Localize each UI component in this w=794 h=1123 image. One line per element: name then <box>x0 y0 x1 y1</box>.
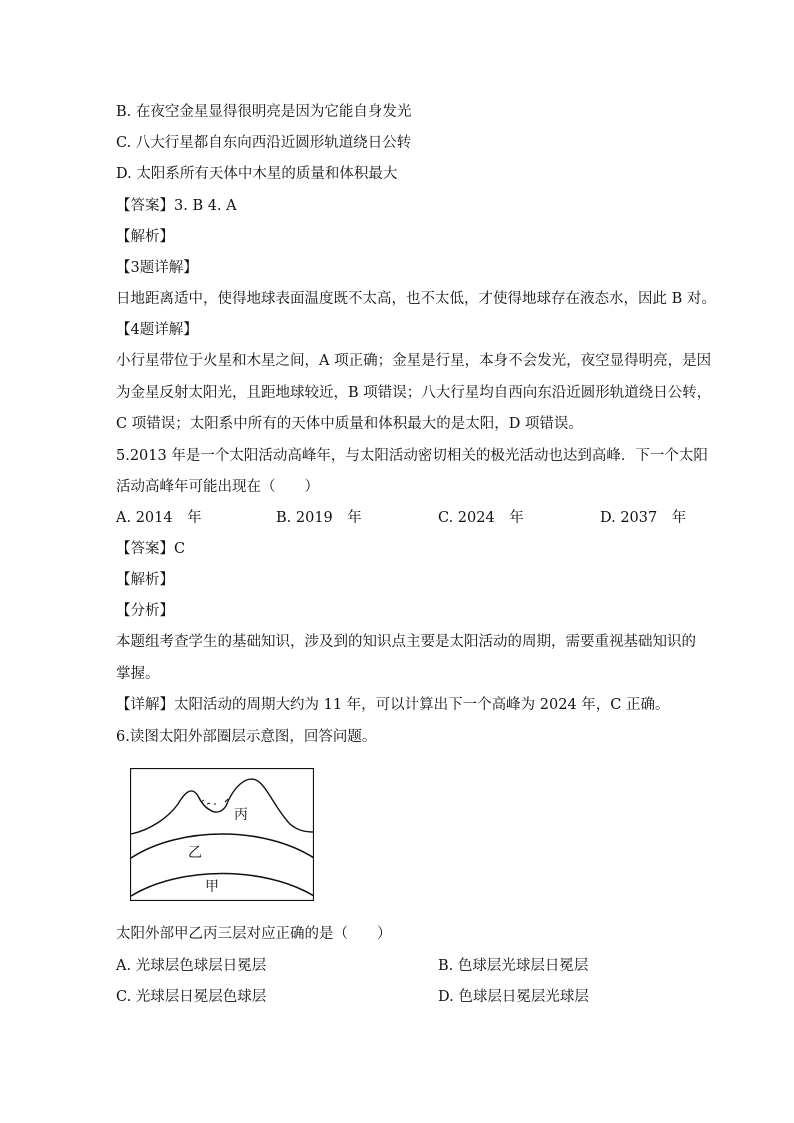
q4-detail-heading: 【4题详解】 <box>116 322 198 338</box>
q6-option-d: D. 色球层日冕层光球层 <box>438 989 589 1005</box>
q5-detail: 【详解】太阳活动的周期大约为 11 年，可以计算出下一个高峰为 2024 年，C 正确。 <box>116 697 670 713</box>
q5-answer: 【答案】C <box>116 541 186 557</box>
label-bing: 丙 <box>234 807 248 823</box>
q5-fenxi-line-1: 本题组考查学生的基础知识，涉及到的知识点主要是太阳活动的周期，需要重视基础知识的 <box>116 634 696 650</box>
q6-option-c: C. 光球层日冕层色球层 <box>116 989 267 1005</box>
q4-option-b: B. 在夜空金星显得很明亮是因为它能自身发光 <box>116 104 412 120</box>
q4-option-c: C. 八大行星都自东向西沿近圆形轨道绕日公转 <box>116 135 412 151</box>
q6-intro: 6.读图太阳外部圈层示意图，回答问题。 <box>116 729 377 745</box>
analysis-3-4: 【解析】 <box>116 229 174 245</box>
corona-boundary-curve <box>131 779 314 834</box>
q5-analysis: 【解析】 <box>116 572 174 588</box>
q6-option-a: A. 光球层色球层日冕层 <box>116 958 267 974</box>
q5-fenxi-line-2: 掌握。 <box>116 666 160 682</box>
q5-stem-line-2: 活动高峰年可能出现在（ ） <box>116 479 319 495</box>
q4-detail-line-2: 为金星反射太阳光，且距地球较近，B 项错误；八大行星均自西向东沿近圆形轨道绕日公转， <box>116 385 712 401</box>
label-yi: 乙 <box>188 845 202 861</box>
q5-option-c: C. 2024 年 <box>438 510 524 526</box>
q5-fenxi-heading: 【分析】 <box>116 603 174 619</box>
q5-option-b: B. 2019 年 <box>276 510 362 526</box>
chromosphere-boundary-curve <box>131 834 314 858</box>
prominence-marks <box>201 799 228 804</box>
q5-stem-line-1: 5.2013 年是一个太阳活动高峰年，与太阳活动密切相关的极光活动也达到高峰．下一个太阳 <box>116 448 708 464</box>
q6-option-b: B. 色球层光球层日冕层 <box>438 958 589 974</box>
q4-option-d: D. 太阳系所有天体中木星的质量和体积最大 <box>116 166 398 182</box>
label-jia: 甲 <box>205 879 219 895</box>
answer-3-4: 【答案】3. B 4. A <box>116 198 237 214</box>
q6-stem: 太阳外部甲乙丙三层对应正确的是（ ） <box>116 926 392 942</box>
q3-detail-text: 日地距离适中，使得地球表面温度既不太高，也不太低，才使得地球存在液态水，因此 B 对。 <box>116 291 716 307</box>
q5-option-a: A. 2014 年 <box>116 510 202 526</box>
q3-detail-heading: 【3题详解】 <box>116 260 198 276</box>
q4-detail-line-1: 小行星带位于火星和木星之间，A 项正确；金星是行星，本身不会发光，夜空显得明亮，是因 <box>116 353 712 369</box>
q5-option-d: D. 2037 年 <box>600 510 687 526</box>
sun-atmosphere-diagram <box>130 768 314 901</box>
q4-detail-line-3: C 项错误；太阳系中所有的天体中质量和体积最大的是太阳，D 项错误。 <box>116 416 583 432</box>
photosphere-boundary-curve <box>131 874 314 897</box>
